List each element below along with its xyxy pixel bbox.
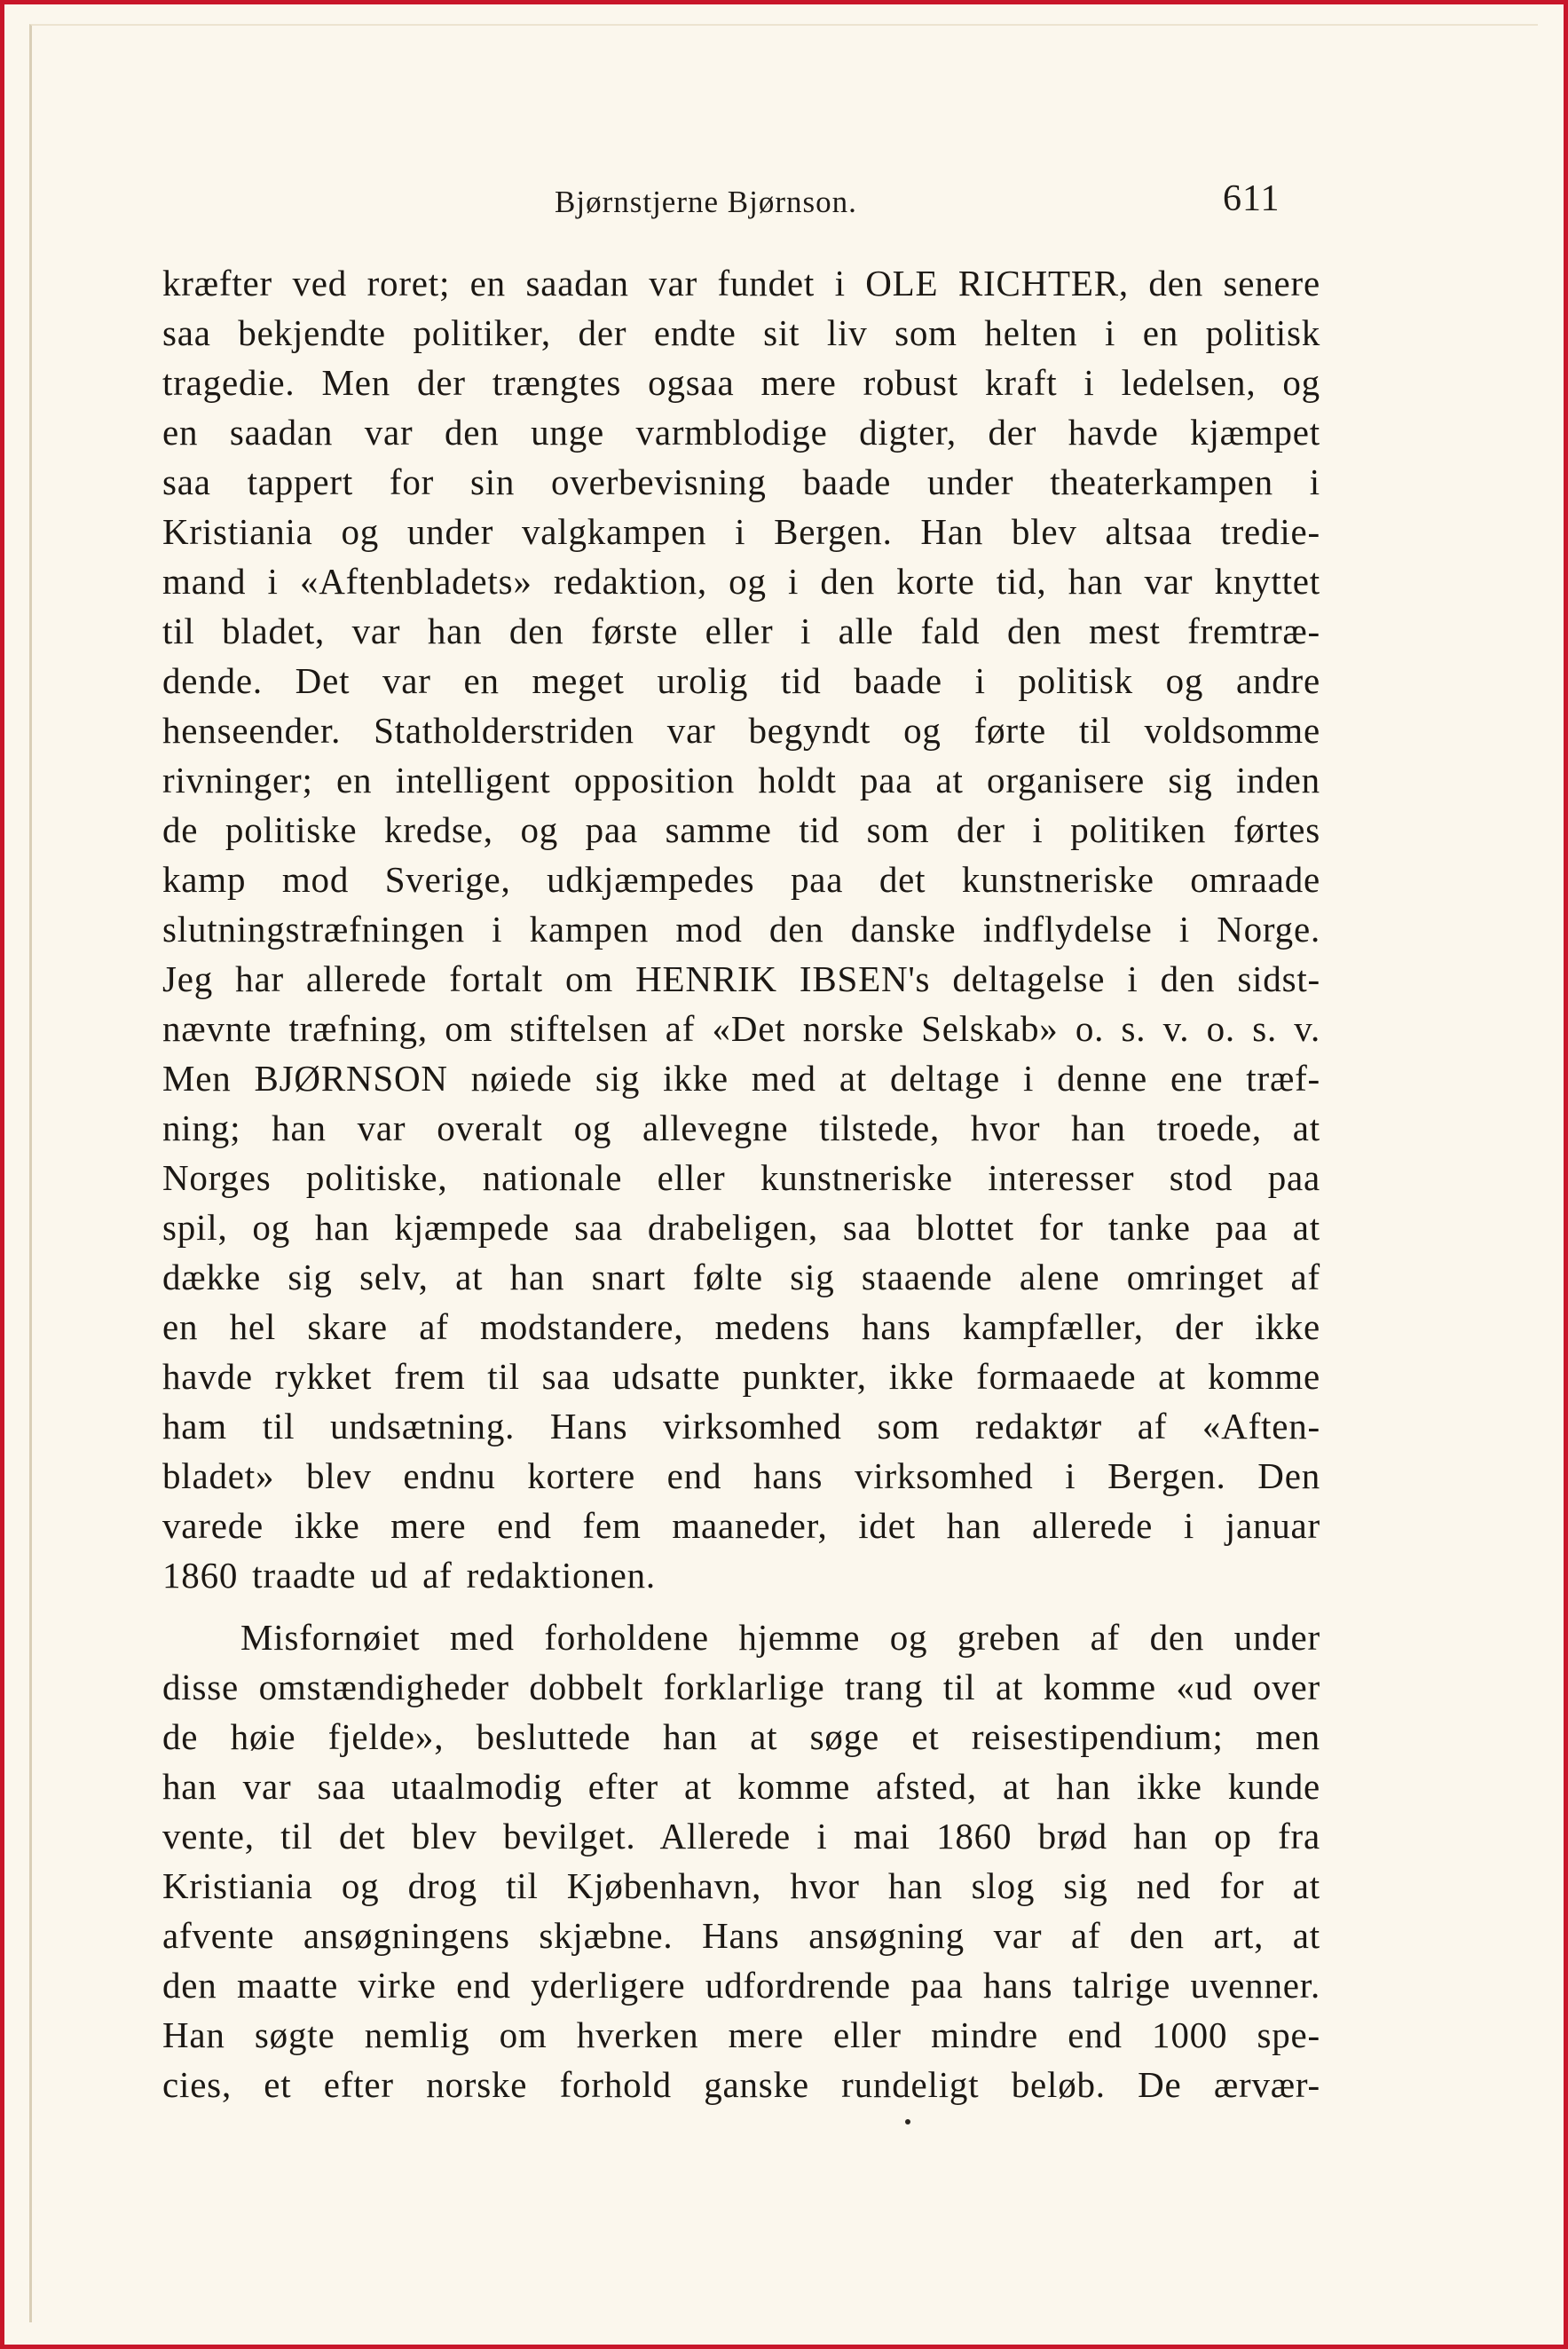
text-line: Jeg har allerede fortalt om HENRIK IBSEN's deltagelse i den sidst- bbox=[162, 958, 1320, 999]
text-line: en saadan var den unge varmblodige digter, der havde kjæmpet bbox=[162, 412, 1320, 453]
text-line: til bladet, var han den første eller i alle fald den mest fremtræ- bbox=[162, 611, 1320, 651]
signature-mark bbox=[905, 2119, 910, 2124]
text-line: 1860 traadte ud af redaktionen. bbox=[162, 1555, 656, 1596]
text-line: havde rykket frem til saa udsatte punkter, ikke formaaede at komme bbox=[162, 1356, 1320, 1397]
text-line: han var saa utaalmodig efter at komme afsted, at han ikke kunde bbox=[162, 1766, 1320, 1807]
text-line: Han søgte nemlig om hverken mere eller mindre end 1000 spe- bbox=[162, 2014, 1320, 2055]
text-line: afvente ansøgningens skjæbne. Hans ansøgning var af den art, at bbox=[162, 1915, 1320, 1956]
text-line: varede ikke mere end fem maaneder, idet han allerede i januar bbox=[162, 1505, 1320, 1546]
text-line: rivninger; en intelligent opposition holdt paa at organisere sig inden bbox=[162, 760, 1320, 800]
text-line: cies, et efter norske forhold ganske rundeligt beløb. De ærvær- bbox=[162, 2064, 1320, 2105]
text-line: bladet» blev endnu kortere end hans virksomhed i Bergen. Den bbox=[162, 1455, 1320, 1496]
text-line: saa bekjendte politiker, der endte sit liv som helten i en politisk bbox=[162, 312, 1320, 353]
text-line: Kristiania og drog til Kjøbenhavn, hvor han slog sig ned for at bbox=[162, 1865, 1320, 1906]
text-line: vente, til det blev bevilget. Allerede i mai 1860 brød han op fra bbox=[162, 1816, 1320, 1856]
paragraph-1 bbox=[162, 258, 1320, 1600]
text-line: Kristiania og under valgkampen i Bergen. Han blev altsaa tredie- bbox=[162, 511, 1320, 552]
text-line: Men BJØRNSON nøiede sig ikke med at deltage i denne ene træf- bbox=[162, 1058, 1320, 1099]
text-line: henseender. Statholderstriden var begyndt og førte til voldsomme bbox=[162, 710, 1320, 751]
paragraph-2 bbox=[162, 1612, 1320, 2109]
text-line: Misfornøiet med forholdene hjemme og greben af den under bbox=[240, 1617, 1320, 1658]
text-line: de politiske kredse, og paa samme tid som der i politiken førtes bbox=[162, 809, 1320, 850]
text-line: saa tappert for sin overbevisning baade under theaterkampen i bbox=[162, 461, 1320, 502]
text-line: dække sig selv, at han snart følte sig staaende alene omringet af bbox=[162, 1257, 1320, 1297]
text-line: kamp mod Sverige, udkjæmpedes paa det kunstneriske omraade bbox=[162, 859, 1320, 900]
text-line: ham til undsætning. Hans virksomhed som redaktør af «Aften- bbox=[162, 1406, 1320, 1446]
page-header bbox=[4, 178, 1568, 238]
text-line: mand i «Aftenbladets» redaktion, og i den korte tid, han var knyttet bbox=[162, 561, 1320, 602]
running-head: Bjørnstjerne Bjørnson. bbox=[555, 185, 857, 219]
text-line: nævnte træfning, om stiftelsen af «Det norske Selskab» o. s. v. o. s. v. bbox=[162, 1008, 1320, 1049]
page-number: 611 bbox=[1223, 178, 1280, 219]
text-line: spil, og han kjæmpede saa drabeligen, saa blottet for tanke paa at bbox=[162, 1207, 1320, 1248]
text-line: dende. Det var en meget urolig tid baade i politisk og andre bbox=[162, 660, 1320, 701]
paragraph-gap bbox=[162, 1600, 1320, 1612]
text-line: Norges politiske, nationale eller kunstneriske interesser stod paa bbox=[162, 1157, 1320, 1198]
body-text bbox=[162, 258, 1320, 2109]
text-line: disse omstændigheder dobbelt forklarlige trang til at komme «ud over bbox=[162, 1667, 1320, 1707]
text-line: slutningstræfningen i kampen mod den danske indflydelse i Norge. bbox=[162, 909, 1320, 950]
text-line: ning; han var overalt og allevegne tilstede, hvor han troede, at bbox=[162, 1107, 1320, 1148]
text-line: en hel skare af modstandere, medens hans kampfæller, der ikke bbox=[162, 1306, 1320, 1347]
text-line: de høie fjelde», besluttede han at søge et reisestipendium; men bbox=[162, 1716, 1320, 1757]
text-line: kræfter ved roret; en saadan var fundet i OLE RICHTER, den senere bbox=[162, 263, 1320, 303]
text-line: tragedie. Men der trængtes ogsaa mere robust kraft i ledelsen, og bbox=[162, 362, 1320, 403]
text-line: den maatte virke end yderligere udfordrende paa hans talrige uvenner. bbox=[162, 1965, 1320, 2006]
